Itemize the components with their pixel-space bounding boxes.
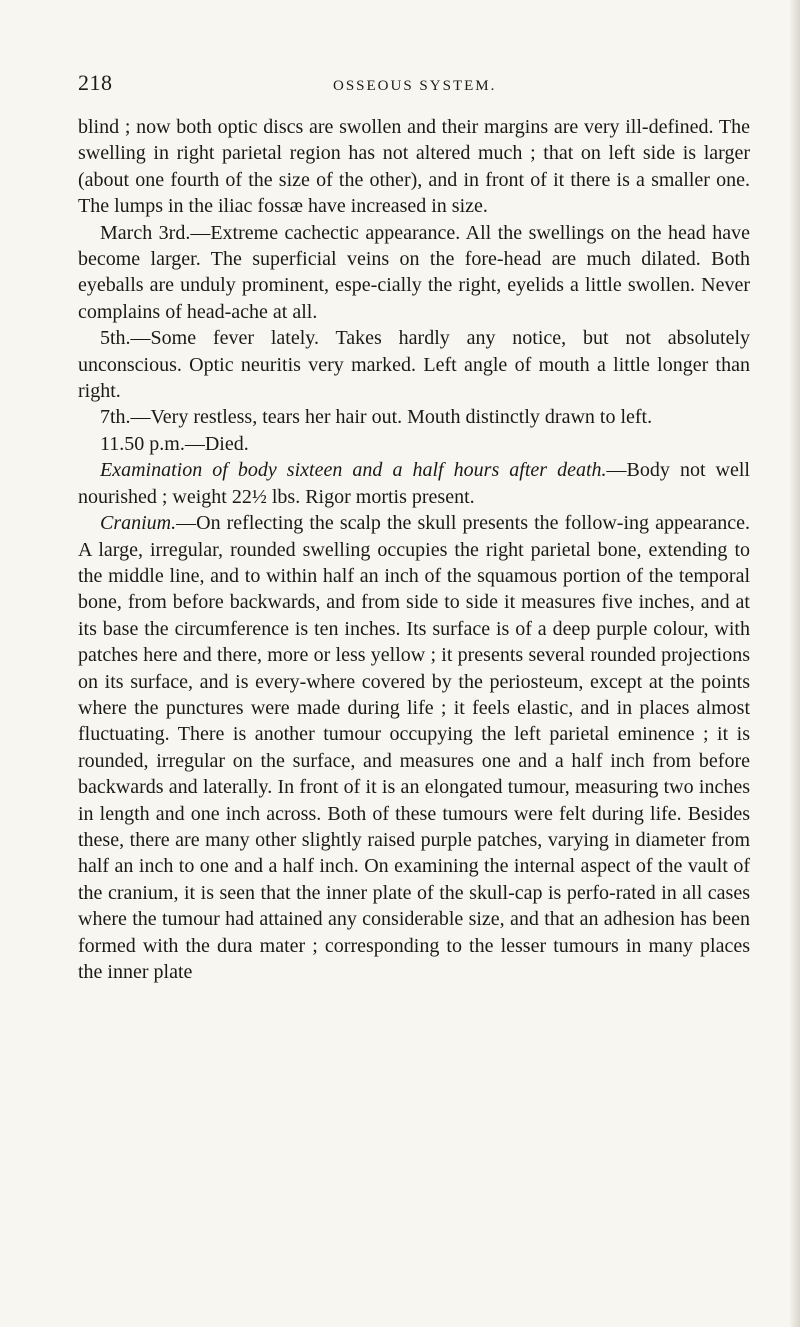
page-header bbox=[78, 70, 750, 104]
body-text bbox=[78, 114, 750, 985]
paragraph-text: 7th.—Very restless, tears her hair out. Mouth distinctly drawn to left. bbox=[100, 406, 653, 429]
page-edge-shadow bbox=[790, 0, 800, 1327]
paragraph-text: —Body not well nourished ; weight 22½ lbs. Rigor mortis present. bbox=[78, 459, 750, 508]
page-number: 218 bbox=[78, 70, 113, 95]
paragraph-7th bbox=[78, 404, 750, 430]
paragraph-cranium bbox=[78, 510, 750, 985]
paragraph-italic-lead: Cranium. bbox=[100, 512, 177, 535]
paragraph-continued bbox=[78, 114, 750, 220]
paragraph-italic-lead: Examination of body sixteen and a half hours after death. bbox=[100, 459, 607, 482]
running-head: OSSEOUS SYSTEM. bbox=[333, 78, 497, 94]
paragraph-died bbox=[78, 431, 750, 457]
paragraph-text: blind ; now both optic discs are swollen and their margins are very ill-defined. The swelling in right parietal region has not altered much ; that on left side is larger (about one fourth of the size of the other), and in front of it there is a smaller one. The lumps in the iliac fossæ have increased in size. bbox=[78, 116, 750, 218]
paragraph-examination bbox=[78, 457, 750, 510]
paragraph-text: —On reflecting the scalp the skull presents the follow-ing appearance. A large, irregular, rounded swelling occupies the right parietal bone, extending to the middle line, and to within half an inch of the squamous portion of the temporal bone, from before backwards, and from side to side it measures five inches, and at its base the circumference is ten inches. Its surface is of a deep purple colour, with patches here and there, more or less yellow ; it presents several rounded projections on its surface, and is every-where covered by the periosteum, except at the points where the punctures were made during life ; it feels elastic, and in places almost fluctuating. There is another tumour occupying the left parietal eminence ; it is rounded, irregular on the surface, and measures one and a half inch from before backwards and laterally. In front of it is an elongated tumour, measuring two inches in length and one inch across. Both of these tumours were felt during life. Besides these, there are many other slightly raised purple patches, varying in diameter from half an inch to one and a half inch. On examining the internal aspect of the vault of the cranium, it is seen that the inner plate of the skull-cap is perfo-rated in all cases where the tumour had attained any considerable size, and that an adhesion has been formed with the dura mater ; corresponding to the lesser tumours in many places the inner plate bbox=[78, 512, 750, 983]
paragraph-5th bbox=[78, 325, 750, 404]
paragraph-text: 5th.—Some fever lately. Takes hardly any notice, but not absolutely unconscious. Optic neuritis very marked. Left angle of mouth a little longer than right. bbox=[78, 327, 750, 403]
paragraph-march-3rd bbox=[78, 220, 750, 326]
paragraph-text: 11.50 p.m.—Died. bbox=[100, 432, 249, 455]
paragraph-text: March 3rd.—Extreme cachectic appearance. All the swellings on the head have become larger. The superficial veins on the fore-head are much dilated. Both eyeballs are unduly prominent, espe-cially the right, eyelids a little swollen. Never complains of head-ache at all. bbox=[78, 221, 750, 323]
